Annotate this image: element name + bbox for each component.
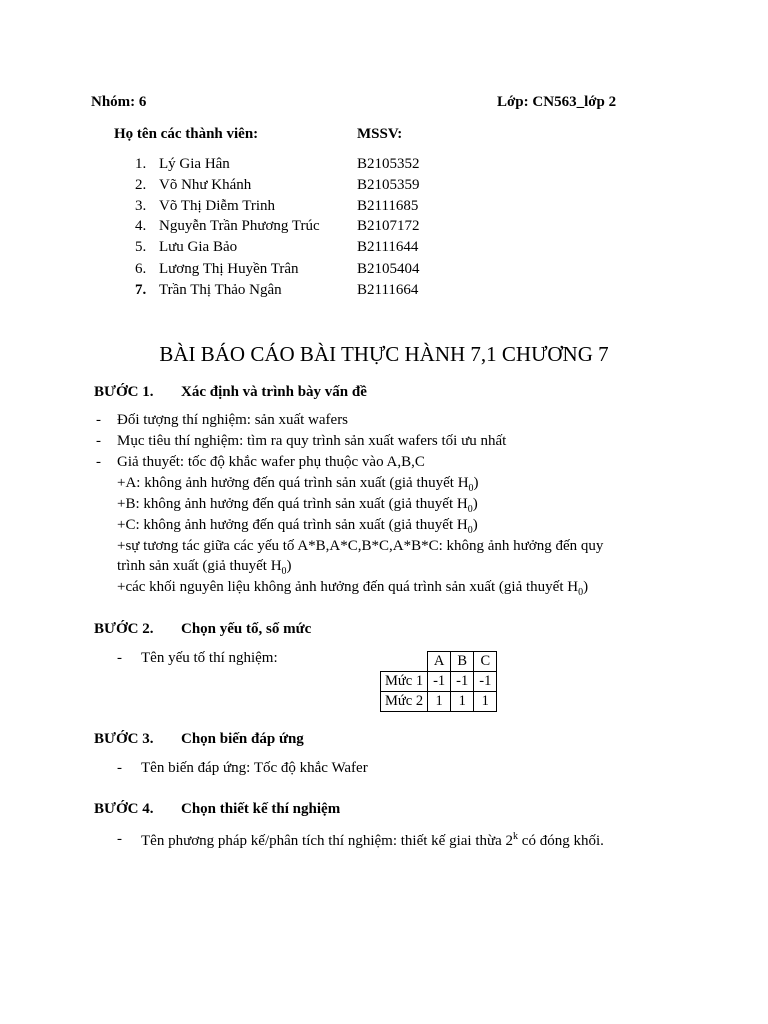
table-column-header: A <box>428 652 451 672</box>
factor-levels-table <box>380 651 497 712</box>
member-id: B2111644 <box>357 239 419 255</box>
step1-label: BƯỚC 1. <box>94 384 154 400</box>
member-id: B2107172 <box>357 218 420 234</box>
table-row-label: Mức 1 <box>381 672 428 692</box>
class-label: Lớp: CN563_lớp 2 <box>497 94 617 110</box>
table-cell: -1 <box>428 672 451 692</box>
member-name: Trần Thị Thảo Ngân <box>159 282 282 298</box>
member-id: B2111664 <box>357 282 419 298</box>
member-name: Lưu Gia Bảo <box>159 239 238 255</box>
step1-bullet-object: Đối tượng thí nghiệm: sản xuất wafers <box>117 412 349 428</box>
member-name: Lý Gia Hân <box>159 156 230 172</box>
table-cell: 1 <box>474 692 497 712</box>
bullet-dash: - <box>96 412 101 428</box>
member-number: 3. <box>135 198 147 214</box>
step1-heading: Xác định và trình bày vấn đề <box>181 384 367 400</box>
members-id-header: MSSV: <box>357 126 403 142</box>
member-id: B2105352 <box>357 156 420 172</box>
bullet-dash: - <box>117 831 122 847</box>
table-corner-cell <box>381 652 428 672</box>
hypothesis-interaction-line2: trình sản xuất (giả thuyết $H_0$) <box>117 558 292 577</box>
hypothesis-a: +A: không ảnh hưởng đến quá trình sản xuất (giả thuyết $H_0$) <box>117 475 479 494</box>
member-number: 7. <box>135 282 147 298</box>
step3-bullet-response: Tên biến đáp ứng: Tốc độ khắc Wafer <box>141 760 368 776</box>
step4-label: BƯỚC 4. <box>94 801 154 817</box>
table-row <box>381 692 497 712</box>
bullet-dash: - <box>117 650 122 666</box>
bullet-dash: - <box>96 433 101 449</box>
member-name: Võ Như Khánh <box>159 177 252 193</box>
member-number: 2. <box>135 177 147 193</box>
table-header-row <box>381 652 497 672</box>
member-number: 5. <box>135 239 147 255</box>
step4-heading: Chọn thiết kế thí nghiệm <box>181 801 341 817</box>
step3-heading: Chọn biến đáp ứng <box>181 731 304 747</box>
table-column-header: B <box>451 652 474 672</box>
hypothesis-b: +B: không ảnh hưởng đến quá trình sản xuất (giả thuyết $H_0$) <box>117 496 478 515</box>
member-id: B2105404 <box>357 261 420 277</box>
step3-label: BƯỚC 3. <box>94 731 154 747</box>
bullet-dash: - <box>96 454 101 470</box>
step2-label: BƯỚC 2. <box>94 621 154 637</box>
bullet-dash: - <box>117 760 122 776</box>
members-name-header: Họ tên các thành viên: <box>114 126 259 142</box>
step1-bullet-goal: Mục tiêu thí nghiệm: tìm ra quy trình sản xuất wafers tối ưu nhất <box>117 433 507 449</box>
table-cell: -1 <box>451 672 474 692</box>
table-cell: 1 <box>451 692 474 712</box>
hypothesis-c: +C: không ảnh hưởng đến quá trình sản xuất (giả thuyết $H_0$) <box>117 517 478 536</box>
table-cell: 1 <box>428 692 451 712</box>
member-name: Lương Thị Huyền Trân <box>159 261 299 277</box>
step4-bullet-design: Tên phương pháp kế/phân tích thí nghiệm: thiết kế giai thừa 2$^k$ có đóng khối. <box>141 831 604 849</box>
table-column-header: C <box>474 652 497 672</box>
step2-bullet-factors: Tên yếu tố thí nghiệm: <box>141 650 278 666</box>
member-name: Nguyễn Trần Phương Trúc <box>159 218 320 234</box>
member-number: 6. <box>135 261 147 277</box>
table-cell: -1 <box>474 672 497 692</box>
member-number: 4. <box>135 218 147 234</box>
hypothesis-block: +các khối nguyên liệu không ảnh hưởng đến quá trình sản xuất (giả thuyết $H_0$) <box>117 579 589 598</box>
table-row-label: Mức 2 <box>381 692 428 712</box>
step1-bullet-hypothesis: Giả thuyết: tốc độ khắc wafer phụ thuộc vào A,B,C <box>117 454 425 470</box>
hypothesis-interaction-line1: +sự tương tác giữa các yếu tố A*B,A*C,B*C,A*B*C: không ảnh hưởng đến quy <box>117 538 604 554</box>
member-number: 1. <box>135 156 147 172</box>
member-id: B2111685 <box>357 198 419 214</box>
member-name: Võ Thị Diễm Trinh <box>159 198 275 214</box>
step2-heading: Chọn yếu tố, số mức <box>181 621 312 637</box>
table-row <box>381 672 497 692</box>
group-label: Nhóm: 6 <box>91 94 147 110</box>
member-id: B2105359 <box>357 177 420 193</box>
report-title: BÀI BÁO CÁO BÀI THỰC HÀNH 7,1 CHƯƠNG 7 <box>159 342 609 366</box>
